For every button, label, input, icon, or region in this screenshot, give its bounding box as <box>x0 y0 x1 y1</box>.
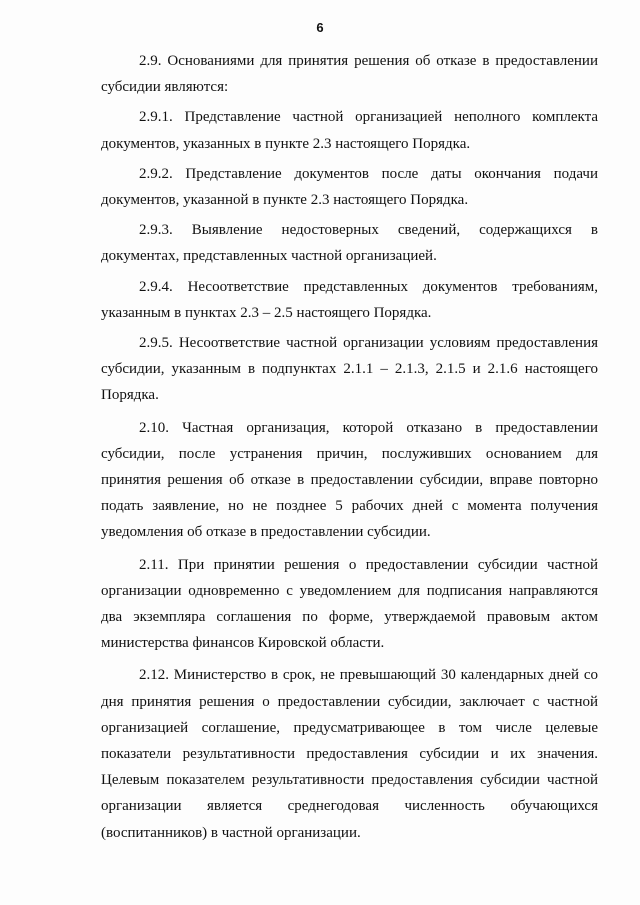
paragraph-2-9-1: 2.9.1. Представление частной организацией неполного комплекта документов, указанных в пункте 2.3 настоящего Порядка. <box>101 109 598 152</box>
paragraph-2-10: 2.10. Частная организация, которой отказано в предоставлении субсидии, после устранения причин, послуживших основанием для принятия решения об отказе в предоставлении субсидии, вправе повторно подать заявление, но не позднее 5 рабочих дней с момента получения уведомления об отказе в предоставлении субсидии. <box>101 419 598 541</box>
page-number: 6 <box>316 20 324 35</box>
document-body <box>101 48 598 846</box>
paragraph-2-11: 2.11. При принятии решения о предоставлении субсидии частной организации одновременно с уведомлением для подписания направляются два экземпляра соглашения по форме, утверждаемой правовым актом министерства финансов Кировской области. <box>101 556 598 652</box>
paragraph-2-9: 2.9. Основаниями для принятия решения об отказе в предоставлении субсидии являются: <box>101 53 598 96</box>
paragraph-2-9-5: 2.9.5. Несоответствие частной организации условиям предоставления субсидии, указанным в подпунктах 2.1.1 – 2.1.3, 2.1.5 и 2.1.6 настоящего Порядка. <box>101 335 598 404</box>
paragraph-2-12: 2.12. Министерство в срок, не превышающий 30 календарных дней со дня принятия решения о предоставлении субсидии, заключает с частной организацией соглашение, предусматривающее в том числе целевые показатели результативности предоставления субсидии и их значения. Целевым показателем результативности предоставления субсидии частной организации является среднегодовая численность обучающихся (воспитанников) в частной организации. <box>101 667 598 841</box>
paragraph-2-9-2: 2.9.2. Представление документов после даты окончания подачи документов, указанной в пункте 2.3 настоящего Порядка. <box>101 165 598 209</box>
paragraph-2-9-3: 2.9.3. Выявление недостоверных сведений, содержащихся в документах, представленных частной организацией. <box>101 222 598 265</box>
paragraph-2-9-4: 2.9.4. Несоответствие представленных документов требованиям, указанным в пунктах 2.3 – 2.5 настоящего Порядка. <box>101 278 598 321</box>
